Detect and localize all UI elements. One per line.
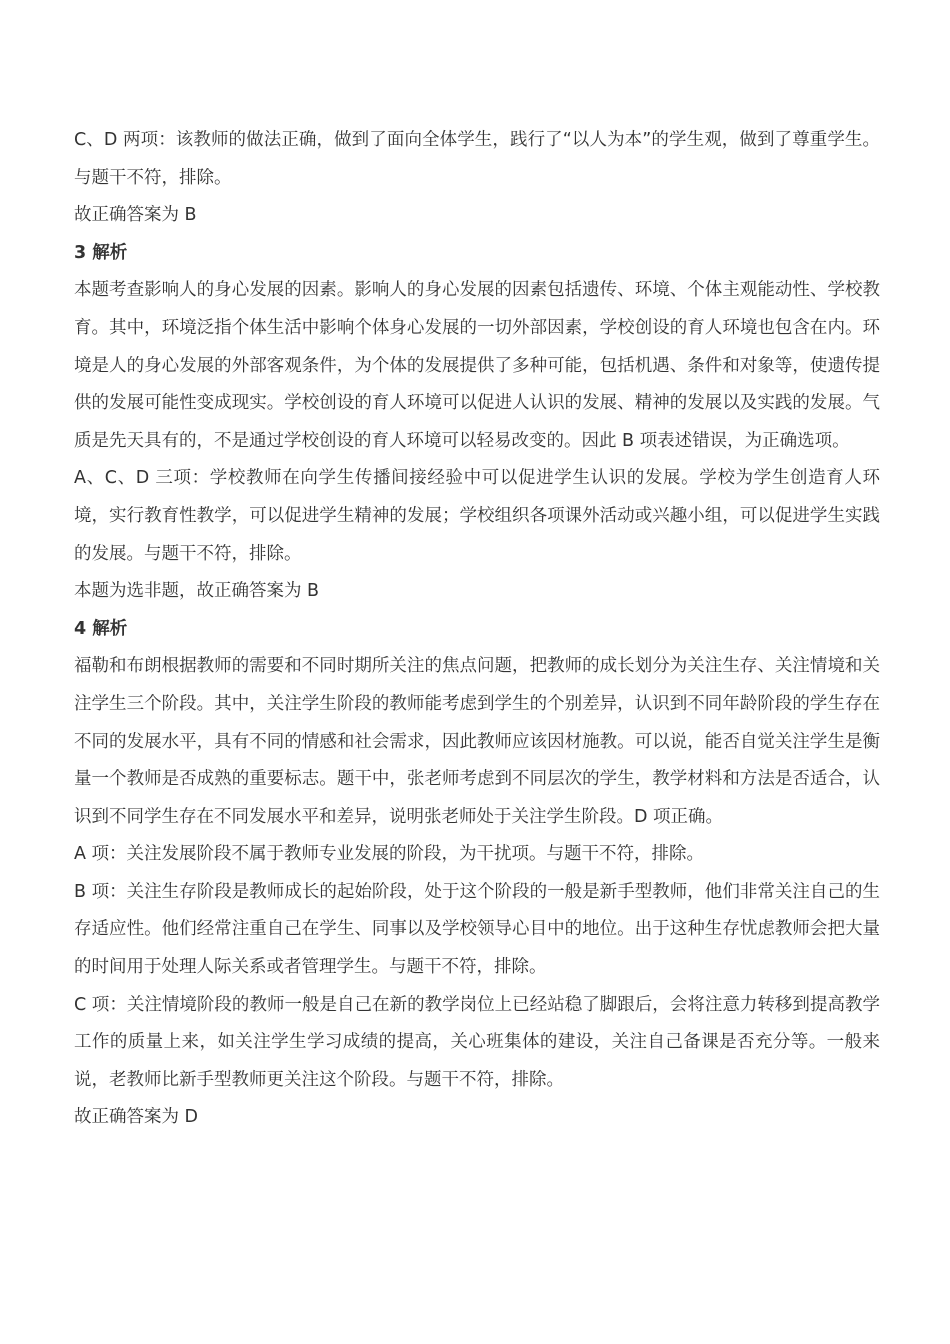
- explanation-paragraph-q3: 本题考查影响人的身心发展的因素。影响人的身心发展的因素包括遗传、环境、个体主观能动性、学校教育。其中，环境泛指个体生活中影响个体身心发展的一切外部因素，学校创设的育人环境也包含在内。环境是人的身心发展的外部客观条件，为个体的发展提供了多种可能，包括机遇、条件和对象等，使遗传提供的发展可能性变成现实。学校创设的育人环境可以促进人认识的发展、精神的发展以及实践的发展。气质是先天具有的，不是通过学校创设的育人环境可以轻易改变的。因此 B 项表述错误，为正确选项。: [74, 280, 880, 451]
- explanation-option-c-q4: C 项：关注情境阶段的教师一般是自己在新的教学岗位上已经站稳了脚跟后，会将注意力转移到提高教学工作的质量上来，如关注学生学习成绩的提高，关心班集体的建设，关注自己备课是否充分等。一般来说，老教师比新手型教师更关注这个阶段。与题干不符，排除。: [74, 994, 880, 1090]
- answer-conclusion-q2: 故正确答案为 B: [74, 205, 197, 226]
- section-heading-q3: 3 解析: [74, 242, 128, 263]
- document-body: [74, 122, 880, 1137]
- answer-explanation-cd: C、D 两项：该教师的做法正确，做到了面向全体学生，践行了“以人为本”的学生观，做到了尊重学生。与题干不符，排除。: [74, 130, 880, 188]
- explanation-option-a-q4: A 项：关注发展阶段不属于教师专业发展的阶段，为干扰项。与题干不符，排除。: [74, 844, 705, 865]
- section-heading-q4: 4 解析: [74, 618, 128, 639]
- explanation-option-b-q4: B 项：关注生存阶段是教师成长的起始阶段，处于这个阶段的一般是新手型教师，他们非常关注自己的生存适应性。他们经常注重自己在学生、同事以及学校领导心目中的地位。出于这种生存忧虑教师会把大量的时间用于处理人际关系或者管理学生。与题干不符，排除。: [74, 881, 880, 978]
- explanation-options-acd-q3: A、C、D 三项：学校教师在向学生传播间接经验中可以促进学生认识的发展。学校为学生创造育人环境，实行教育性教学，可以促进学生精神的发展；学校组织各项课外活动或兴趣小组，可以促进学生实践的发展。与题干不符，排除。: [74, 468, 880, 564]
- answer-conclusion-q4: 故正确答案为 D: [74, 1107, 199, 1128]
- explanation-paragraph-q4: 福勒和布朗根据教师的需要和不同时期所关注的焦点问题，把教师的成长划分为关注生存、关注情境和关注学生三个阶段。其中，关注学生阶段的教师能考虑到学生的个别差异，认识到不同年龄阶段的学生存在不同的发展水平，具有不同的情感和社会需求，因此教师应该因材施教。可以说，能否自觉关注学生是衡量一个教师是否成熟的重要标志。题干中，张老师考虑到不同层次的学生，教学材料和方法是否适合，认识到不同学生存在不同发展水平和差异，说明张老师处于关注学生阶段。D 项正确。: [74, 656, 880, 827]
- answer-conclusion-q3: 本题为选非题，故正确答案为 B: [74, 581, 320, 602]
